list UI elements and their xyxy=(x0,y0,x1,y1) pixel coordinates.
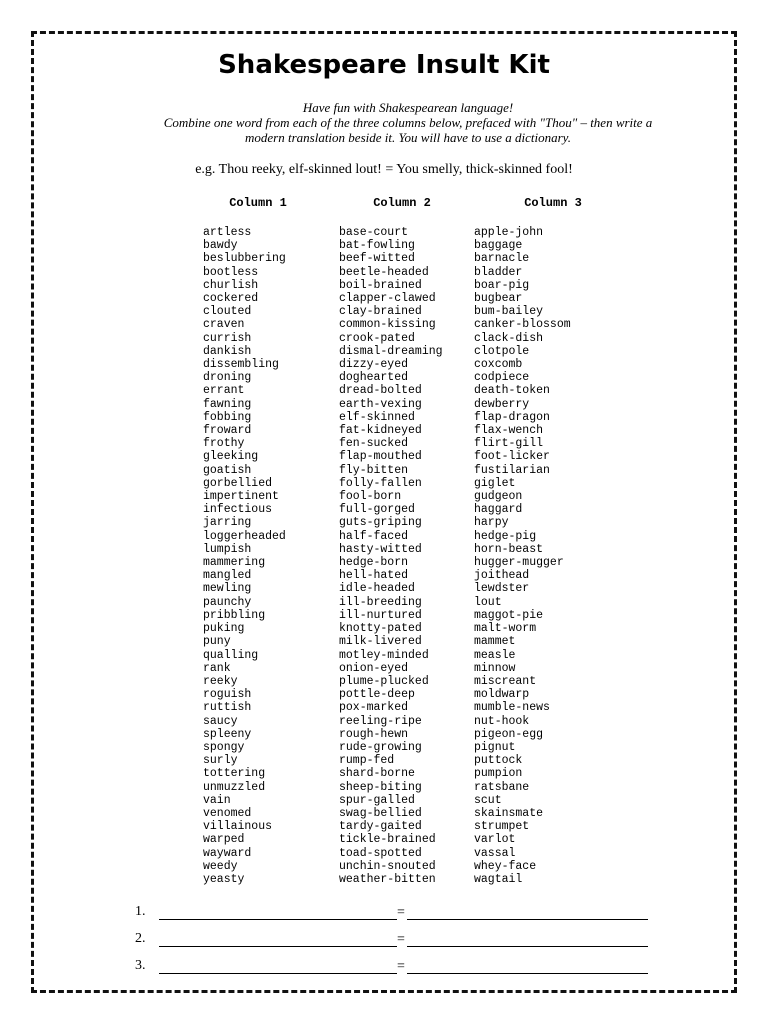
word-item: goatish xyxy=(203,463,252,477)
word-item: flap-dragon xyxy=(474,410,550,424)
word-item: puking xyxy=(203,622,245,636)
word-item: beslubbering xyxy=(203,252,286,266)
word-item: mammering xyxy=(203,556,266,570)
word-item: barnacle xyxy=(474,252,530,266)
word-item: clouted xyxy=(203,305,252,319)
word-item: cockered xyxy=(203,292,259,306)
word-item: ratsbane xyxy=(474,780,530,794)
column-1-list xyxy=(203,226,286,886)
word-item: miscreant xyxy=(474,674,537,688)
word-item: bladder xyxy=(474,265,523,279)
word-item: ill-breeding xyxy=(339,595,422,609)
word-item: fool-born xyxy=(339,490,402,504)
word-item: plume-plucked xyxy=(339,674,429,688)
word-item: toad-spotted xyxy=(339,846,422,860)
word-item: wayward xyxy=(203,846,252,860)
word-item: common-kissing xyxy=(339,318,436,332)
equals-sign: = xyxy=(397,959,405,974)
word-item: errant xyxy=(203,384,245,398)
word-item: weedy xyxy=(203,859,238,873)
word-item: droning xyxy=(203,371,252,385)
word-item: rank xyxy=(203,661,231,675)
word-item: ill-nurtured xyxy=(339,608,422,622)
word-item: baggage xyxy=(474,239,523,253)
word-item: reeling-ripe xyxy=(339,714,422,728)
word-item: mewling xyxy=(203,582,252,596)
word-item: hedge-pig xyxy=(474,529,537,543)
word-item: pigeon-egg xyxy=(474,727,544,741)
word-item: mangled xyxy=(203,569,252,583)
word-item: puny xyxy=(203,635,231,649)
word-item: sheep-biting xyxy=(339,780,422,794)
word-item: swag-bellied xyxy=(339,806,422,820)
word-item: ruttish xyxy=(203,701,252,715)
equals-sign: = xyxy=(397,932,405,947)
word-item: dankish xyxy=(203,344,252,358)
word-item: artless xyxy=(203,226,252,239)
instructions-line-1: Have fun with Shakespearean language! xyxy=(302,100,514,115)
word-item: spur-galled xyxy=(339,793,415,807)
page-title: Shakespeare Insult Kit xyxy=(218,50,550,80)
word-item: pribbling xyxy=(203,608,266,622)
word-item: fen-sucked xyxy=(339,437,409,451)
word-item: frothy xyxy=(203,437,245,451)
answer-line-1 xyxy=(135,904,655,924)
word-item: dismal-dreaming xyxy=(339,344,443,358)
word-item: giglet xyxy=(474,476,516,490)
word-item: tickle-brained xyxy=(339,833,436,847)
word-item: beetle-headed xyxy=(339,265,429,279)
word-item: mumble-news xyxy=(474,701,550,715)
word-item: surly xyxy=(203,754,238,768)
word-item: folly-fallen xyxy=(339,476,422,490)
word-item: bat-fowling xyxy=(339,239,415,253)
word-item: malt-worm xyxy=(474,622,537,636)
word-item: gleeking xyxy=(203,450,259,464)
word-item: minnow xyxy=(474,661,516,675)
word-item: beef-witted xyxy=(339,252,415,266)
word-item: flap-mouthed xyxy=(339,450,422,464)
word-item: dissembling xyxy=(203,358,279,372)
word-item: fawning xyxy=(203,397,252,411)
word-item: pottle-deep xyxy=(339,688,415,702)
column-1-heading: Column 1 xyxy=(229,196,287,210)
word-item: pox-marked xyxy=(339,701,409,715)
word-item: weather-bitten xyxy=(339,872,436,886)
column-3-list xyxy=(474,226,571,886)
column-2-list xyxy=(339,226,443,886)
word-item: villainous xyxy=(203,820,273,834)
example-sentence: e.g. Thou reeky, elf-skinned lout! = You smelly, thick-skinned fool! xyxy=(195,162,573,177)
word-item: saucy xyxy=(203,714,238,728)
word-item: measle xyxy=(474,648,516,662)
word-item: clapper-clawed xyxy=(339,292,436,306)
word-item: canker-blossom xyxy=(474,318,571,332)
word-item: bum-bailey xyxy=(474,305,544,319)
word-item: lewdster xyxy=(474,582,530,596)
word-item: crook-pated xyxy=(339,331,415,345)
word-item: rough-hewn xyxy=(339,727,409,741)
insult-blank[interactable] xyxy=(159,919,397,920)
word-item: dewberry xyxy=(474,397,530,411)
word-item: craven xyxy=(203,318,245,332)
word-item: half-faced xyxy=(339,529,409,543)
word-item: wagtail xyxy=(474,872,523,886)
answer-line-2 xyxy=(135,931,655,951)
word-item: warped xyxy=(203,833,245,847)
word-item: churlish xyxy=(203,278,259,292)
word-item: bugbear xyxy=(474,292,523,306)
equals-sign: = xyxy=(397,905,405,920)
word-item: joithead xyxy=(474,569,530,583)
instructions-line-2: Combine one word from each of the three columns below, prefaced with "Thou" – then write a xyxy=(163,115,653,130)
word-item: knotty-pated xyxy=(339,622,422,636)
word-item: clack-dish xyxy=(474,331,544,345)
word-item: milk-livered xyxy=(339,635,422,649)
word-item: hedge-born xyxy=(339,556,409,570)
instructions-line-3: modern translation beside it. You will have to use a dictionary. xyxy=(245,130,571,145)
word-item: maggot-pie xyxy=(474,608,544,622)
word-item: vassal xyxy=(474,846,516,860)
word-item: spleeny xyxy=(203,727,252,741)
word-item: codpiece xyxy=(474,371,530,385)
word-item: skainsmate xyxy=(474,806,544,820)
word-item: tardy-gaited xyxy=(339,820,422,834)
word-item: qualling xyxy=(203,648,259,662)
word-item: varlot xyxy=(474,833,516,847)
word-item: froward xyxy=(203,424,252,438)
word-item: haggard xyxy=(474,503,523,517)
word-item: earth-vexing xyxy=(339,397,422,411)
word-item: hell-hated xyxy=(339,569,409,583)
word-item: jarring xyxy=(203,516,252,530)
word-item: full-gorged xyxy=(339,503,415,517)
word-item: guts-griping xyxy=(339,516,422,530)
word-item: moldwarp xyxy=(474,688,530,702)
word-item: loggerheaded xyxy=(203,529,286,543)
answer-number: 3. xyxy=(135,958,146,973)
word-item: bawdy xyxy=(203,239,238,253)
translation-blank[interactable] xyxy=(407,973,648,974)
translation-blank[interactable] xyxy=(407,946,648,947)
word-item: boar-pig xyxy=(474,278,530,292)
word-item: unchin-snouted xyxy=(339,859,436,873)
word-item: gorbellied xyxy=(203,476,273,490)
instructions xyxy=(150,100,666,145)
word-item: flirt-gill xyxy=(474,437,544,451)
word-item: paunchy xyxy=(203,595,252,609)
answer-number: 1. xyxy=(135,904,146,919)
word-item: currish xyxy=(203,331,252,345)
word-item: hugger-mugger xyxy=(474,556,564,570)
word-item: harpy xyxy=(474,516,509,530)
word-item: clotpole xyxy=(474,344,530,358)
word-item: mammet xyxy=(474,635,516,649)
word-item: venomed xyxy=(203,806,252,820)
word-item: rude-growing xyxy=(339,740,422,754)
word-item: spongy xyxy=(203,740,245,754)
word-item: scut xyxy=(474,793,502,807)
insult-blank[interactable] xyxy=(159,973,397,974)
word-item: vain xyxy=(203,793,231,807)
insult-blank[interactable] xyxy=(159,946,397,947)
translation-blank[interactable] xyxy=(407,919,648,920)
word-item: puttock xyxy=(474,754,523,768)
word-item: foot-licker xyxy=(474,450,550,464)
word-item: idle-headed xyxy=(339,582,415,596)
word-item: clay-brained xyxy=(339,305,422,319)
word-item: fustilarian xyxy=(474,463,550,477)
word-item: strumpet xyxy=(474,820,530,834)
word-item: lout xyxy=(474,595,502,609)
word-item: fly-bitten xyxy=(339,463,409,477)
word-item: motley-minded xyxy=(339,648,429,662)
word-item: onion-eyed xyxy=(339,661,409,675)
word-item: unmuzzled xyxy=(203,780,266,794)
answer-number: 2. xyxy=(135,931,146,946)
word-item: flax-wench xyxy=(474,424,544,438)
word-item: coxcomb xyxy=(474,358,523,372)
word-item: whey-face xyxy=(474,859,537,873)
word-item: lumpish xyxy=(203,542,252,556)
word-item: yeasty xyxy=(203,872,245,886)
word-item: bootless xyxy=(203,265,259,279)
word-item: dizzy-eyed xyxy=(339,358,409,372)
word-item: impertinent xyxy=(203,490,279,504)
word-item: dread-bolted xyxy=(339,384,422,398)
word-item: shard-borne xyxy=(339,767,415,781)
word-item: doghearted xyxy=(339,371,409,385)
column-2-heading: Column 2 xyxy=(373,196,431,210)
column-3-heading: Column 3 xyxy=(524,196,582,210)
word-item: tottering xyxy=(203,767,266,781)
word-item: gudgeon xyxy=(474,490,523,504)
word-item: rump-fed xyxy=(339,754,395,768)
word-item: reeky xyxy=(203,674,238,688)
word-item: pignut xyxy=(474,740,516,754)
word-item: infectious xyxy=(203,503,273,517)
word-item: fat-kidneyed xyxy=(339,424,422,438)
word-item: apple-john xyxy=(474,226,544,239)
word-item: fobbing xyxy=(203,410,252,424)
word-item: roguish xyxy=(203,688,252,702)
word-item: death-token xyxy=(474,384,550,398)
word-item: nut-hook xyxy=(474,714,530,728)
answer-line-3 xyxy=(135,958,655,978)
word-item: pumpion xyxy=(474,767,523,781)
word-item: hasty-witted xyxy=(339,542,422,556)
word-item: elf-skinned xyxy=(339,410,415,424)
word-item: boil-brained xyxy=(339,278,422,292)
word-item: horn-beast xyxy=(474,542,544,556)
word-item: base-court xyxy=(339,226,409,239)
